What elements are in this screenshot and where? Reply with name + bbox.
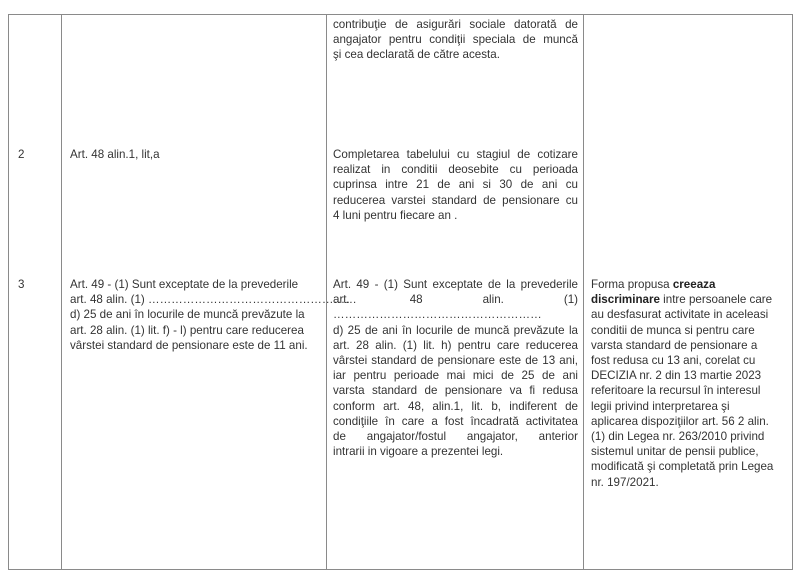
observation-prefix: Forma propusa — [591, 278, 673, 291]
text-line: 4 luni pentru fiecare an . — [333, 208, 458, 222]
text-line: condiţiile în care a fost încadrată activitatea — [333, 414, 578, 428]
comparison-table — [8, 14, 793, 570]
row-number: 3 — [18, 278, 25, 291]
text-line: d) 25 de ani în locurile de muncă prevăzute la — [333, 323, 578, 337]
text-line: varsta standard de pensionare va fi redusa — [333, 384, 578, 398]
text-line: angajator pentru condiţii speciala de muncă — [333, 33, 578, 47]
text-line: Art. 49 - (1) Sunt exceptate de la prevederile — [70, 278, 299, 291]
text-line: vârstei standard de pensionare este de 11 ani. — [70, 338, 308, 352]
text-line: art. 48 alin. (1) ……………………………………………… — [70, 293, 357, 307]
text-line: Completarea tabelului cu stagiul de cotizare — [333, 148, 578, 161]
text-line: d) 25 de ani în locurile de muncă prevăzute la — [70, 308, 305, 322]
row-3-current-text — [70, 277, 357, 353]
observation-text: intre persoanele care — [659, 293, 773, 307]
text-line: vârstei standard de pensionare este de 13 ani, — [333, 354, 578, 368]
text-line: cuprinsa intre 21 de ani si 30 de ani cu — [333, 178, 578, 192]
text-line: contribuţie de asigurări sociale datorată de — [333, 18, 578, 31]
text-line: şi cea declarată de către acesta. — [333, 48, 500, 62]
text-line: aplicarea dispoziţiilor art. 56 2 alin. — [591, 414, 769, 428]
text-line: art. 48 alin. (1) ……………………………………………… — [333, 293, 578, 322]
row-1-proposed-text — [333, 17, 578, 63]
text-line — [591, 292, 791, 307]
text-line: DECIZIA nr. 2 din 13 martie 2023 — [591, 369, 762, 383]
text-line: iar pentru perioade mai mici de 25 de ani — [333, 369, 578, 383]
row-number: 2 — [18, 148, 25, 161]
text-line: de angajator/fostul angajator, anterior — [333, 430, 578, 444]
text-line: nr. 197/2021. — [591, 475, 659, 489]
text-line: sistemul unitar de pensii publice, — [591, 445, 759, 459]
text-line: legii privind interpretarea şi — [591, 399, 730, 413]
text-line: fost redusa cu 13 ani, corelat cu — [591, 354, 756, 368]
text-line: varsta standard de pensionare a — [591, 338, 758, 352]
text-line: (1) din Legea nr. 263/2010 privind — [591, 430, 765, 444]
emphasis-text: discriminare — [591, 293, 660, 307]
text-line: art. 28 alin. (1) lit. h) pentru care reducerea — [333, 338, 578, 352]
text-line: Art. 48 alin.1, lit,a — [70, 148, 160, 161]
text-line: conform art. 48, alin.1, lit. b, indiferent de — [333, 399, 578, 413]
text-line: au desfasurat activitate in aceleasi — [591, 308, 769, 322]
row-2-proposed-text — [333, 147, 578, 223]
text-line: Art. 49 - (1) Sunt exceptate de la prevederile — [333, 278, 578, 291]
text-line: intrarii in vigoare a prezentei legi. — [333, 445, 504, 459]
text-line: reducerea varstei standard de pensionare cu — [333, 193, 578, 207]
row-2-current-text — [70, 147, 320, 162]
text-line: art. 28 alin. (1) lit. f) - l) pentru care reducerea — [70, 323, 304, 337]
column-divider — [326, 15, 327, 569]
text-line: realizat in conditii deosebite cu perioada — [333, 163, 578, 177]
emphasis-text: creeaza — [672, 278, 716, 291]
row-3-proposed-text — [333, 277, 578, 459]
text-line — [591, 277, 791, 292]
column-divider — [583, 15, 584, 569]
text-line: modificată şi completată prin Legea — [591, 460, 774, 474]
text-line: conditii de munca si pentru care — [591, 323, 755, 337]
row-3-observations — [591, 277, 791, 490]
text-line: referitoare la recursul în interesul — [591, 384, 761, 398]
column-divider — [61, 15, 62, 569]
